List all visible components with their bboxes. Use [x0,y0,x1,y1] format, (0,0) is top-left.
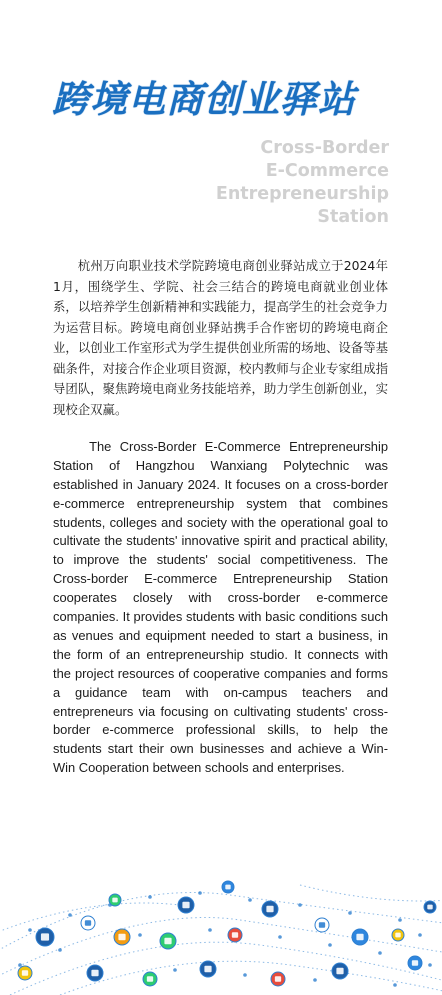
page-subtitle-en [169,137,389,229]
subtitle-line: Station [317,207,389,227]
network-dot [278,935,282,939]
laptop-icon [408,956,422,970]
network-dot [298,903,302,907]
laptop-icon [178,897,194,913]
network-dot [328,943,332,947]
network-dot [68,913,72,917]
subtitle-line: Cross-Border [260,138,389,158]
gear-icon [200,961,216,977]
network-dot [58,948,62,952]
page-title: 跨境电商创业驿站 [52,78,356,121]
lightbulb-icon [262,901,278,917]
document-icon [143,972,157,986]
network-dot [398,918,402,922]
person-icon [228,928,242,942]
chart-icon [160,933,176,949]
network-dot [18,963,22,967]
network-dot [138,933,142,937]
globe-icon [424,901,436,913]
network-dotted-line [0,893,442,956]
network-dotted-line [300,885,442,901]
network-dotted-line [0,918,442,981]
network-decoration [0,875,442,995]
network-dot [313,978,317,982]
cart-icon [271,972,285,986]
intro-paragraph-zh: 杭州万向职业技术学院跨境电商创业驿站成立于2024年1月，围绕学生、学院、社会三结合的跨境电商就业创业体系，以培养学生创新精神和实践能力，提高学生的社会竞争力为运营目标。跨境电商创业驿站携手合作密切的跨境电商企业，以创业工作室形式为学生提供创业所需的场地、设备等基础条件，对接合作企业项目资源，校内教师与企业专家组成指导团队，聚焦跨境电商业务技能培养，助力学生创新创业，实现校企双赢。 [53,258,388,417]
cart-icon [114,929,130,945]
lightbulb-icon [222,881,234,893]
network-dot [348,911,352,915]
network-dotted-line [60,961,442,995]
network-dot [208,928,212,932]
network-dot [378,951,382,955]
network-dot [428,963,432,967]
document-icon [36,928,54,946]
network-dot [173,968,177,972]
chart-icon [332,963,348,979]
envelope-icon [87,965,103,981]
person-icon [109,894,121,906]
coin-icon [18,966,32,980]
network-dot [248,898,252,902]
gear-icon [81,916,95,930]
network-dot [418,933,422,937]
truck-icon [352,929,368,945]
subtitle-line: Entrepreneurship [215,184,389,204]
intro-paragraph-en: The Cross-Border E-Commerce Entrepreneurship Station of Hangzhou Wanxiang Polytechnic was established in January 2024. It focuses on a cross-border e-commerce entrepreneurship system that combines students, colleges and society with the operational goal to cultivate the students' innovative spirit and practical ability, to improve the students' social competitiveness. The Cross-border E-commerce Entrepreneurship Station cooperates closely with cross-border e-commerce companies. It provides students with basic conditions such as venues and equipment needed to start a business, in the form of an entrepreneurship studio. It connects with the project resources of cooperative companies and forms a guidance team with on-campus teachers and entrepreneurs via focusing on cultivating students' cross-border e-commerce professional skills, to help the students start their own businesses and achieve a Win-Win Cooperation between schools and enterprises. [53,438,388,776]
subtitle-line: E-Commerce [265,161,389,181]
box-icon [392,929,404,941]
network-dot [148,895,152,899]
network-dot [198,891,202,895]
globe-icon [315,918,329,932]
network-dotted-line [10,942,442,995]
network-dot [243,973,247,977]
network-dot [393,983,397,987]
network-dot [28,928,32,932]
